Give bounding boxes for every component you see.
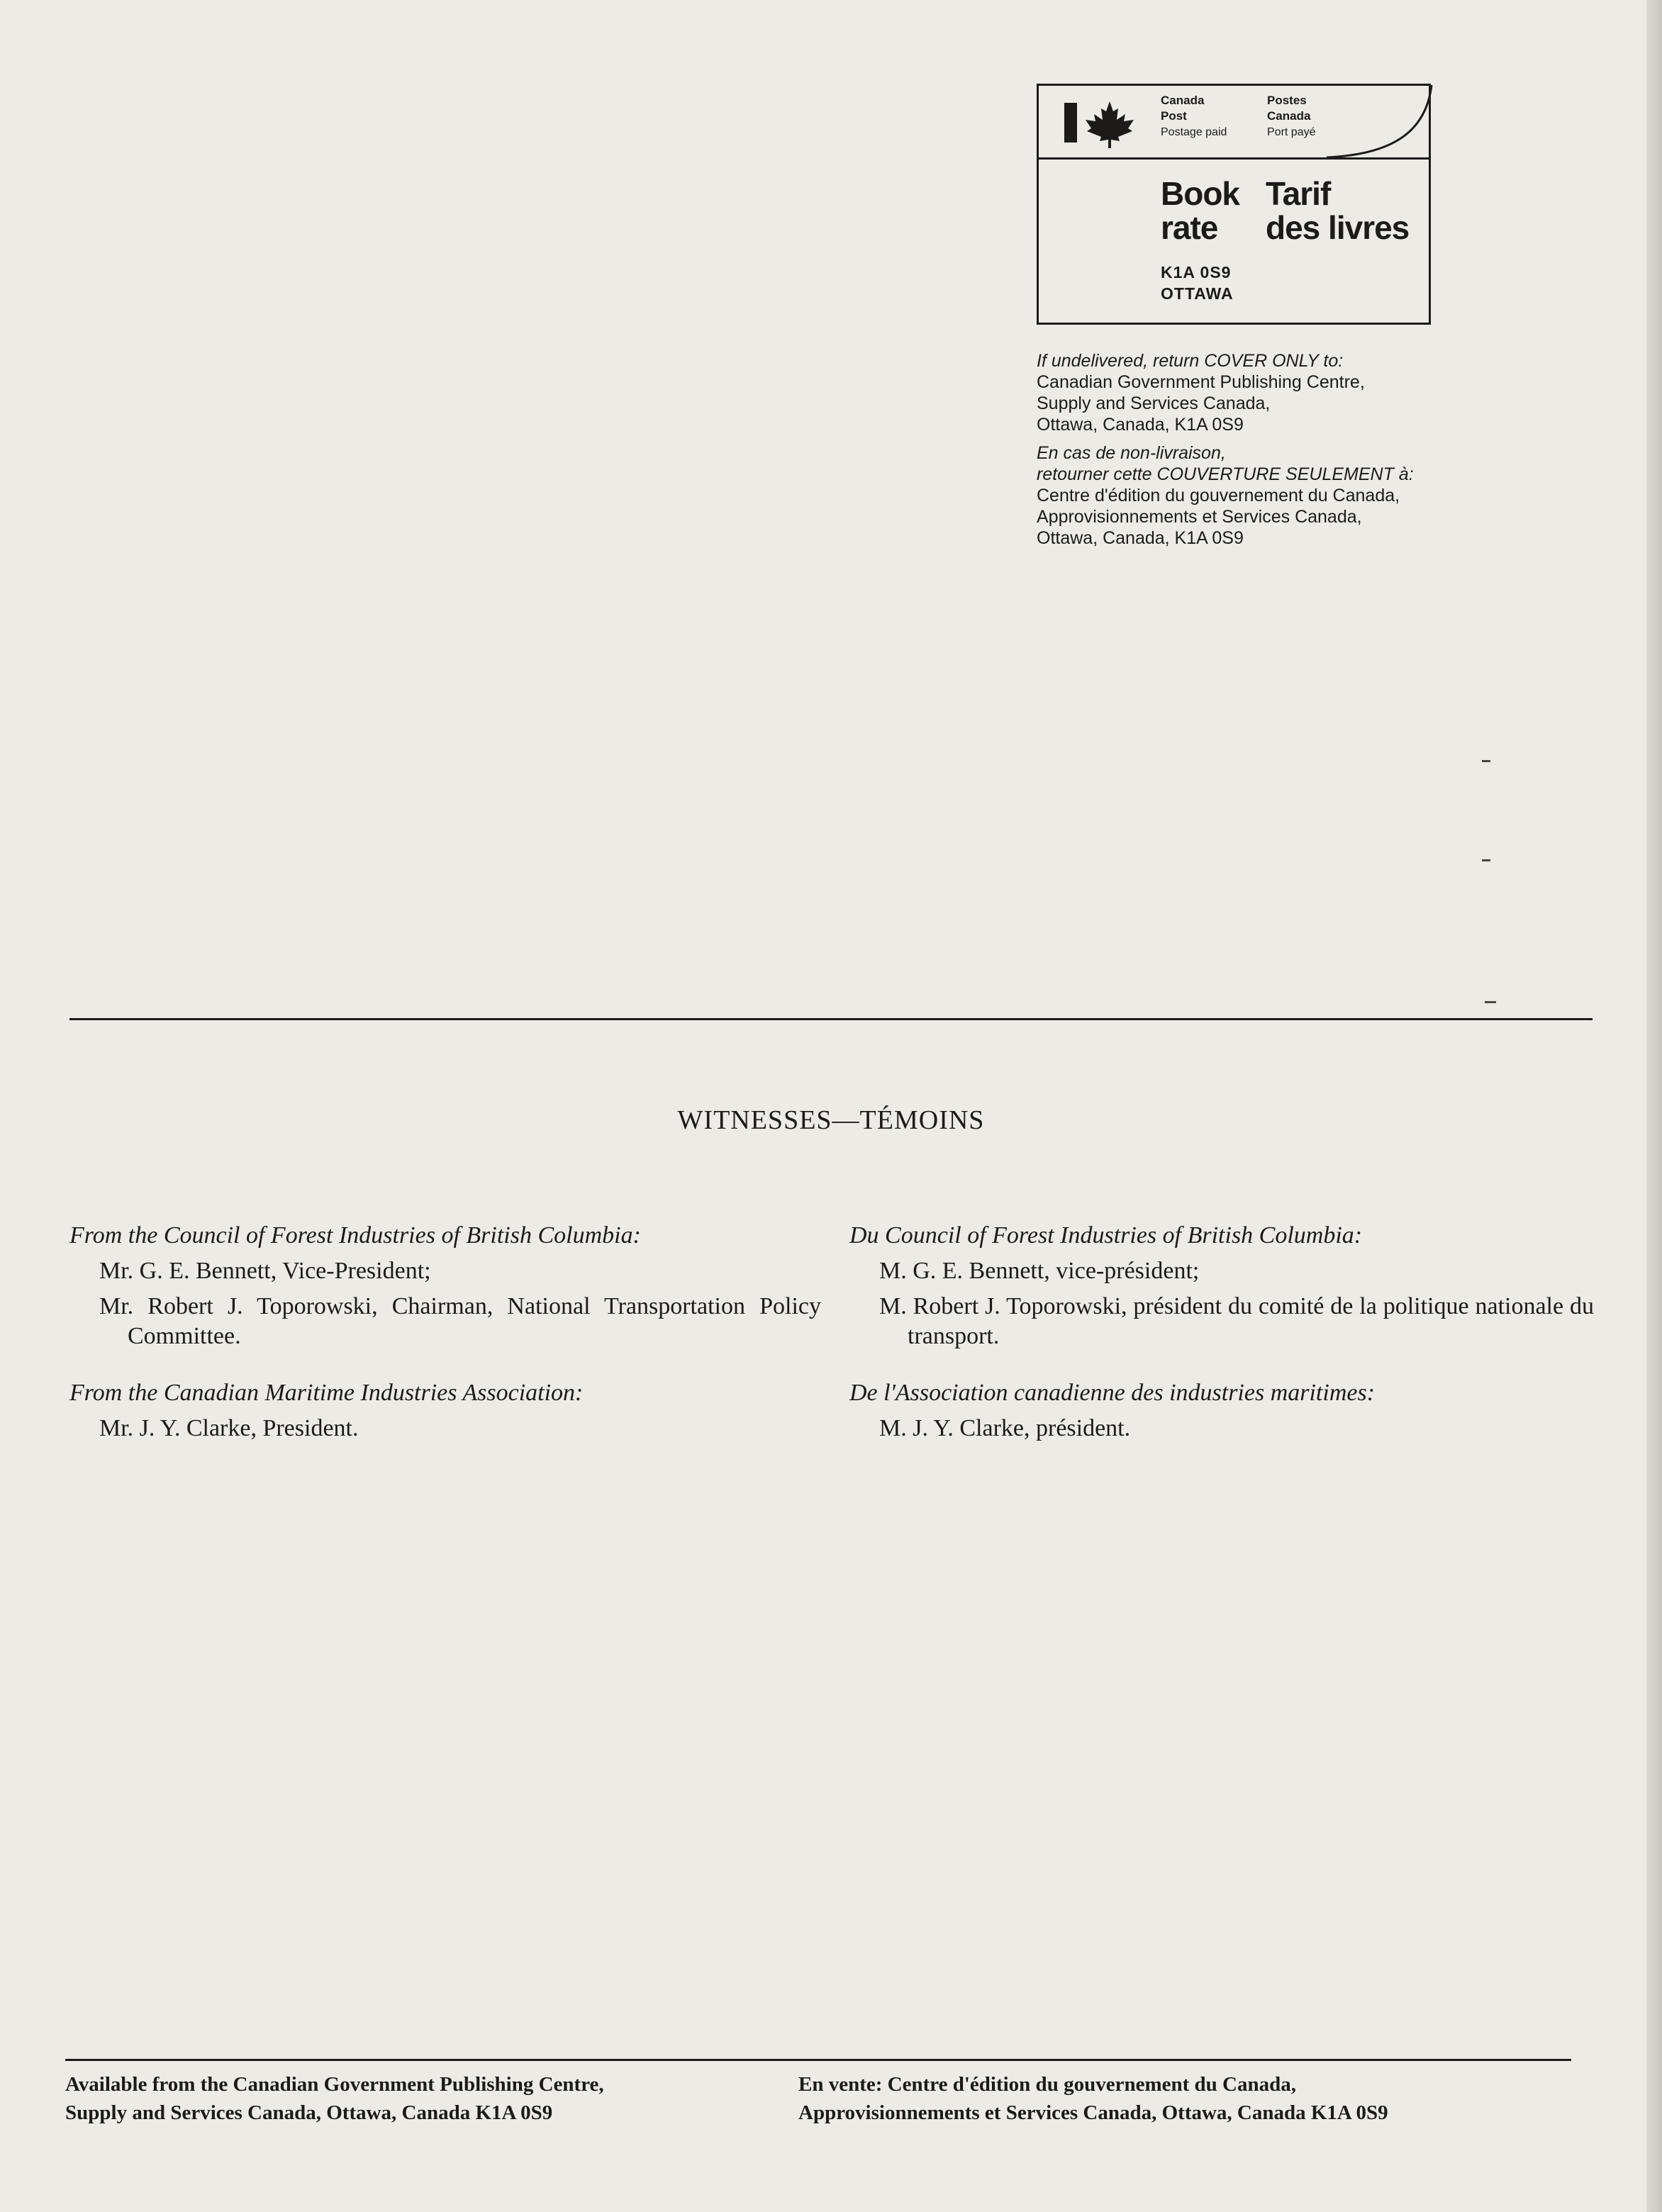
postage-curve — [1327, 84, 1433, 160]
return-line: Approvisionnements et Services Canada, — [1037, 507, 1362, 527]
tarif-label: Tarif — [1266, 175, 1331, 212]
postes-fr: Postes — [1267, 94, 1307, 107]
section-divider — [69, 1018, 1593, 1020]
postage-indicia — [1037, 84, 1431, 325]
return-line: Centre d'édition du gouvernement du Canada, — [1037, 486, 1400, 505]
return-line: Ottawa, Canada, K1A 0S9 — [1037, 415, 1244, 435]
port-paye-fr: Port payé — [1267, 126, 1316, 138]
post-en: Post — [1161, 109, 1187, 123]
witnesses-french — [849, 1221, 1594, 1449]
footer-divider — [65, 2059, 1571, 2061]
witness-entry: M. Robert J. Toporowski, président du comité de la politique nationale du transport. — [879, 1293, 1594, 1349]
witness-entry: M. J. Y. Clarke, président. — [879, 1415, 1131, 1441]
witness-entry: Mr. J. Y. Clarke, President. — [99, 1415, 359, 1441]
return-notice — [1037, 350, 1575, 549]
footer-line: Supply and Services Canada, Ottawa, Canada K1A 0S9 — [65, 2101, 553, 2124]
postal-code: K1A 0S9 — [1161, 263, 1232, 281]
canada-en: Canada — [1161, 94, 1205, 107]
footer-line: En vente: Centre d'édition du gouvernement du Canada, — [798, 2073, 1296, 2096]
return-lead-fr: En cas de non-livraison, — [1037, 443, 1226, 463]
book-label: Book — [1161, 175, 1239, 212]
postal-city: OTTAWA — [1161, 284, 1234, 303]
footer-french — [798, 2070, 1388, 2127]
witness-entry: Mr. G. E. Bennett, Vice-President; — [99, 1258, 431, 1284]
return-line: Ottawa, Canada, K1A 0S9 — [1037, 528, 1244, 548]
speck — [1482, 760, 1490, 762]
postage-header — [1039, 86, 1431, 160]
postage-paid-en: Postage paid — [1161, 126, 1227, 138]
witnesses-english — [69, 1221, 821, 1449]
footer-line: Approvisionnements et Services Canada, Ottawa, Canada K1A 0S9 — [798, 2101, 1388, 2124]
canada-fr: Canada — [1267, 109, 1311, 123]
postal-address — [1161, 262, 1234, 304]
footer-english — [65, 2070, 604, 2127]
return-line: Canadian Government Publishing Centre, — [1037, 372, 1365, 392]
des-livres-label: des livres — [1266, 209, 1410, 246]
return-lead-en: If undelivered, return COVER ONLY to: — [1037, 351, 1344, 371]
witnesses-title: WITNESSES—TÉMOINS — [677, 1105, 985, 1135]
return-line: Supply and Services Canada, — [1037, 393, 1271, 413]
witness-entry: M. G. E. Bennett, vice-président; — [879, 1258, 1200, 1284]
flag-bar — [1064, 103, 1077, 143]
speck — [1485, 1001, 1496, 1003]
maple-leaf-icon — [1081, 100, 1138, 150]
speck — [1482, 859, 1490, 861]
group-heading: Du Council of Forest Industries of British Columbia: — [849, 1222, 1363, 1249]
group-heading: From the Canadian Maritime Industries Association: — [69, 1380, 584, 1406]
footer-line: Available from the Canadian Government Publishing Centre, — [65, 2073, 604, 2096]
witness-entry: Mr. Robert J. Toporowski, Chairman, National Transportation Policy Committee. — [99, 1293, 821, 1349]
group-heading: De l'Association canadienne des industries maritimes: — [849, 1380, 1376, 1406]
group-heading: From the Council of Forest Industries of British Columbia: — [69, 1222, 641, 1249]
return-lead-fr: retourner cette COUVERTURE SEULEMENT à: — [1037, 464, 1414, 484]
rate-label: rate — [1161, 209, 1218, 246]
